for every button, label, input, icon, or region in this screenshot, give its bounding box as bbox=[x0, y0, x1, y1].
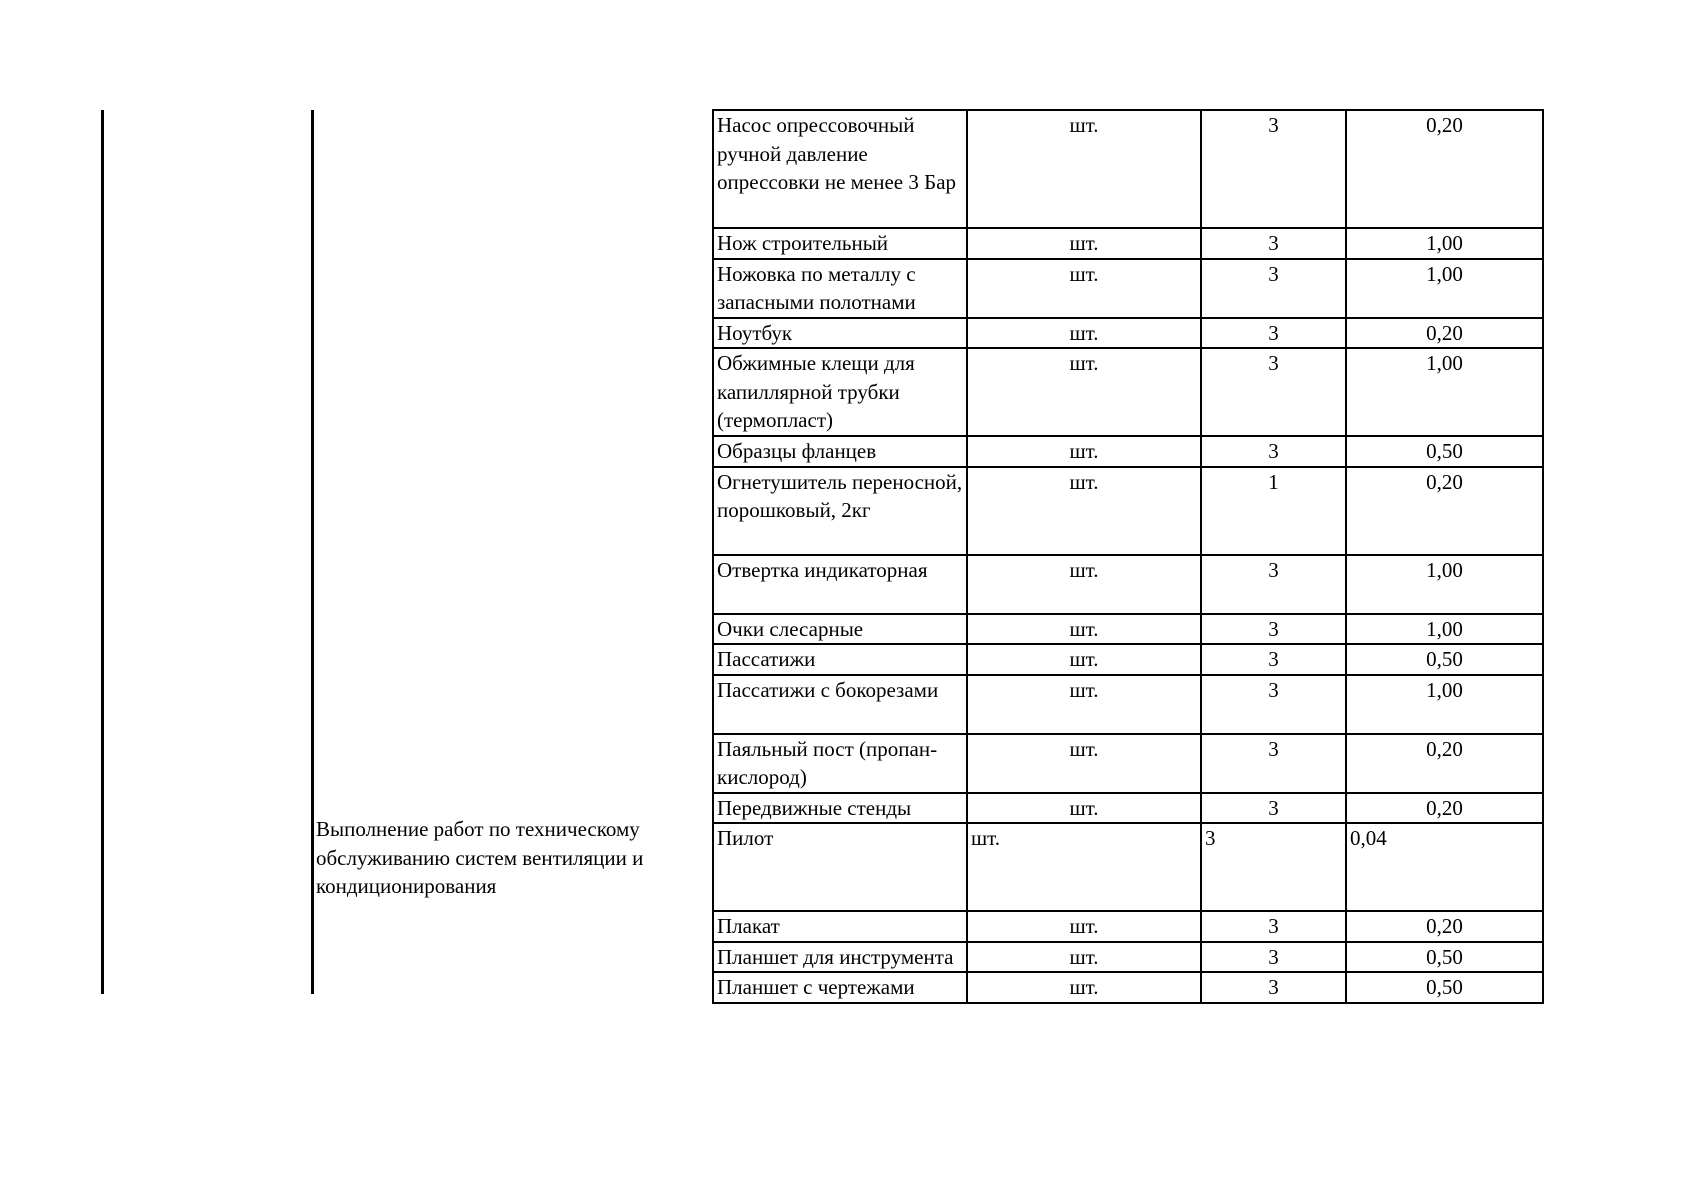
item-unit: шт. bbox=[967, 348, 1201, 436]
item-ratio: 0,20 bbox=[1346, 793, 1543, 824]
item-unit: шт. bbox=[967, 318, 1201, 349]
table-row bbox=[713, 259, 1543, 318]
table-row bbox=[713, 436, 1543, 467]
table-row bbox=[713, 614, 1543, 645]
item-name: Огнетушитель переносной, порошковый, 2кг bbox=[713, 467, 967, 555]
item-unit: шт. bbox=[967, 259, 1201, 318]
item-ratio: 0,50 bbox=[1346, 972, 1543, 1003]
item-ratio: 0,50 bbox=[1346, 436, 1543, 467]
equipment-table bbox=[712, 109, 1544, 1004]
item-unit: шт. bbox=[967, 675, 1201, 734]
item-quantity: 1 bbox=[1201, 467, 1346, 555]
item-ratio: 0,20 bbox=[1346, 911, 1543, 942]
item-name: Пилот bbox=[713, 823, 967, 911]
item-unit: шт. bbox=[967, 972, 1201, 1003]
item-ratio: 1,00 bbox=[1346, 259, 1543, 318]
table-row bbox=[713, 467, 1543, 555]
item-ratio: 1,00 bbox=[1346, 614, 1543, 645]
item-name: Нож строительный bbox=[713, 228, 967, 259]
table-row bbox=[713, 318, 1543, 349]
item-ratio: 0,20 bbox=[1346, 318, 1543, 349]
item-quantity: 3 bbox=[1201, 675, 1346, 734]
item-quantity: 3 bbox=[1201, 644, 1346, 675]
table-row bbox=[713, 911, 1543, 942]
table-row bbox=[713, 734, 1543, 793]
table-row bbox=[713, 555, 1543, 614]
item-ratio: 1,00 bbox=[1346, 348, 1543, 436]
item-name: Планшет для инструмента bbox=[713, 942, 967, 973]
item-quantity: 3 bbox=[1201, 110, 1346, 228]
item-quantity: 3 bbox=[1201, 259, 1346, 318]
item-unit: шт. bbox=[967, 436, 1201, 467]
item-ratio: 1,00 bbox=[1346, 228, 1543, 259]
item-name: Отвертка индикаторная bbox=[713, 555, 967, 614]
item-quantity: 3 bbox=[1201, 348, 1346, 436]
item-name: Пассатижи bbox=[713, 644, 967, 675]
item-name: Передвижные стенды bbox=[713, 793, 967, 824]
item-ratio: 0,50 bbox=[1346, 644, 1543, 675]
middle-column-border bbox=[311, 110, 314, 994]
item-quantity: 3 bbox=[1201, 555, 1346, 614]
item-name: Ножовка по металлу с запасными полотнами bbox=[713, 259, 967, 318]
item-quantity: 3 bbox=[1201, 318, 1346, 349]
item-unit: шт. bbox=[967, 555, 1201, 614]
table-row bbox=[713, 793, 1543, 824]
item-unit: шт. bbox=[967, 644, 1201, 675]
item-name: Планшет с чертежами bbox=[713, 972, 967, 1003]
item-unit: шт. bbox=[967, 228, 1201, 259]
table-row bbox=[713, 228, 1543, 259]
item-name: Паяльный пост (пропан-кислород) bbox=[713, 734, 967, 793]
item-name: Образцы фланцев bbox=[713, 436, 967, 467]
item-ratio: 0,20 bbox=[1346, 467, 1543, 555]
table-row bbox=[713, 942, 1543, 973]
item-unit: шт. bbox=[967, 942, 1201, 973]
item-name: Насос опрессовочный ручной давление опрессовки не менее 3 Бар bbox=[713, 110, 967, 228]
left-column-border bbox=[101, 110, 104, 994]
item-unit: шт. bbox=[967, 911, 1201, 942]
item-unit: шт. bbox=[967, 823, 1201, 911]
item-ratio: 1,00 bbox=[1346, 555, 1543, 614]
item-ratio: 0,20 bbox=[1346, 734, 1543, 793]
table-row bbox=[713, 823, 1543, 911]
table-row bbox=[713, 972, 1543, 1003]
item-name: Пассатижи с бокорезами bbox=[713, 675, 967, 734]
table-row bbox=[713, 110, 1543, 228]
table-row bbox=[713, 644, 1543, 675]
item-unit: шт. bbox=[967, 734, 1201, 793]
item-unit: шт. bbox=[967, 467, 1201, 555]
table-row bbox=[713, 675, 1543, 734]
item-quantity: 3 bbox=[1201, 911, 1346, 942]
item-quantity: 3 bbox=[1201, 793, 1346, 824]
table-row bbox=[713, 348, 1543, 436]
item-quantity: 3 bbox=[1201, 228, 1346, 259]
item-quantity: 3 bbox=[1201, 734, 1346, 793]
item-quantity: 3 bbox=[1201, 972, 1346, 1003]
item-name: Обжимные клещи для капиллярной трубки (термопласт) bbox=[713, 348, 967, 436]
item-quantity: 3 bbox=[1201, 436, 1346, 467]
item-quantity: 3 bbox=[1201, 614, 1346, 645]
item-ratio: 1,00 bbox=[1346, 675, 1543, 734]
item-quantity: 3 bbox=[1201, 823, 1346, 911]
work-description: Выполнение работ по техническому обслуживанию систем вентиляции и кондиционирования bbox=[316, 817, 644, 898]
item-quantity: 3 bbox=[1201, 942, 1346, 973]
item-name: Плакат bbox=[713, 911, 967, 942]
item-ratio: 0,20 bbox=[1346, 110, 1543, 228]
item-ratio: 0,50 bbox=[1346, 942, 1543, 973]
item-unit: шт. bbox=[967, 110, 1201, 228]
item-name: Очки слесарные bbox=[713, 614, 967, 645]
item-ratio: 0,04 bbox=[1346, 823, 1543, 911]
item-unit: шт. bbox=[967, 614, 1201, 645]
item-unit: шт. bbox=[967, 793, 1201, 824]
item-name: Ноутбук bbox=[713, 318, 967, 349]
